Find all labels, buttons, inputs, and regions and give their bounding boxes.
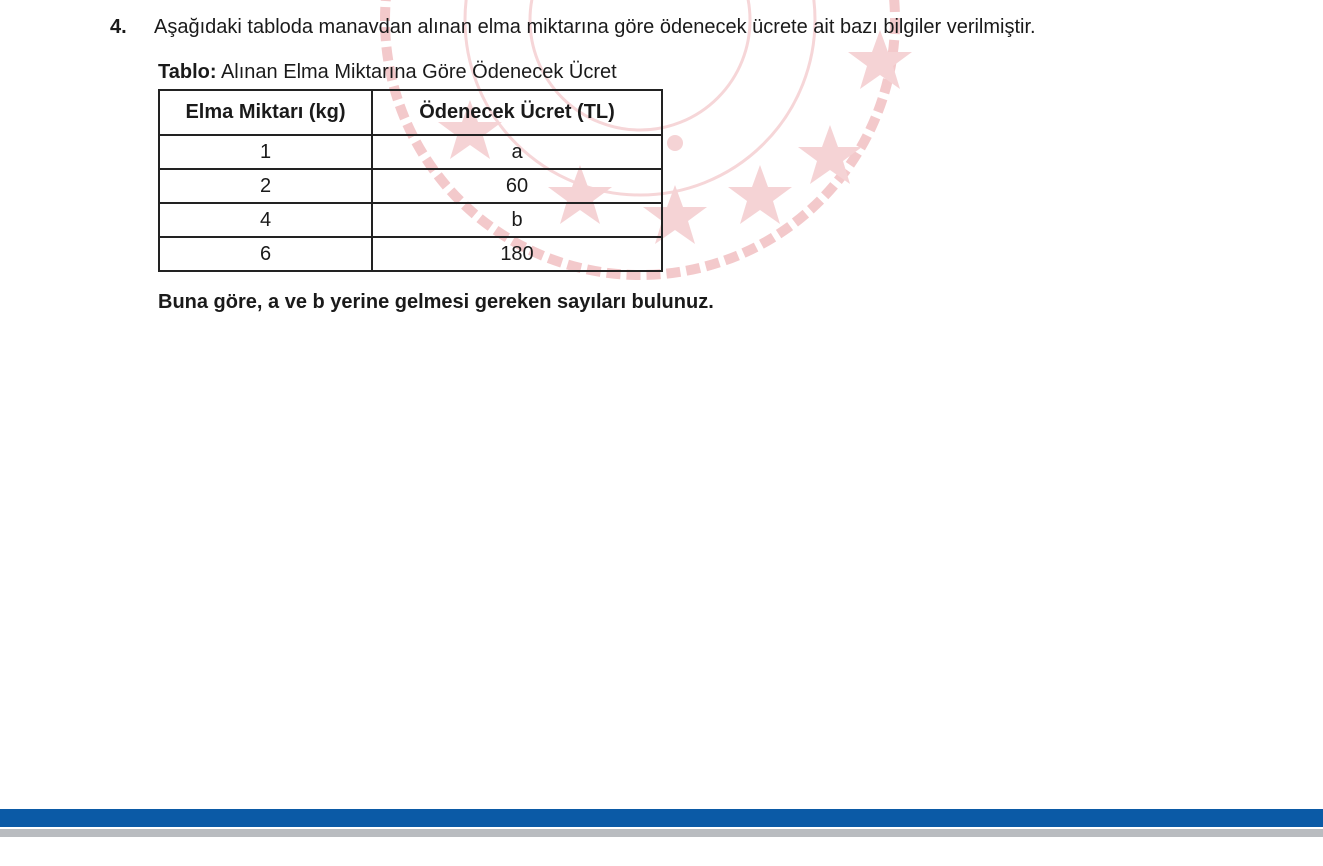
cell-amount: 2	[159, 169, 372, 203]
header-elma-miktari: Elma Miktarı (kg)	[159, 90, 372, 135]
table-row	[159, 203, 662, 237]
footer-blue-bar	[0, 809, 1323, 827]
table-caption-label: Tablo:	[158, 61, 217, 83]
cell-price: b	[372, 203, 662, 237]
table-caption-text: Alınan Elma Miktarına Göre Ödenecek Ücret	[216, 61, 617, 83]
header-odenecek-ucret: Ödenecek Ücret (TL)	[372, 90, 662, 135]
table-row	[159, 169, 662, 203]
table-row	[159, 135, 662, 169]
cell-price: 180	[372, 237, 662, 271]
cell-price: 60	[372, 169, 662, 203]
cell-amount: 6	[159, 237, 372, 271]
cell-amount: 4	[159, 203, 372, 237]
table-header-row	[159, 90, 662, 135]
data-table	[158, 89, 663, 272]
footer-grey-bar	[0, 829, 1323, 837]
question-line	[110, 16, 1036, 39]
cell-price: a	[372, 135, 662, 169]
question-prompt: Buna göre, a ve b yerine gelmesi gereken sayıları bulunuz.	[158, 291, 714, 313]
question-text: Aşağıdaki tabloda manavdan alınan elma miktarına göre ödenecek ücrete ait bazı bilgiler verilmiştir.	[154, 16, 1036, 38]
table-row	[159, 237, 662, 271]
cell-amount: 1	[159, 135, 372, 169]
question-number: 4.	[110, 16, 127, 38]
table-caption	[158, 61, 617, 84]
